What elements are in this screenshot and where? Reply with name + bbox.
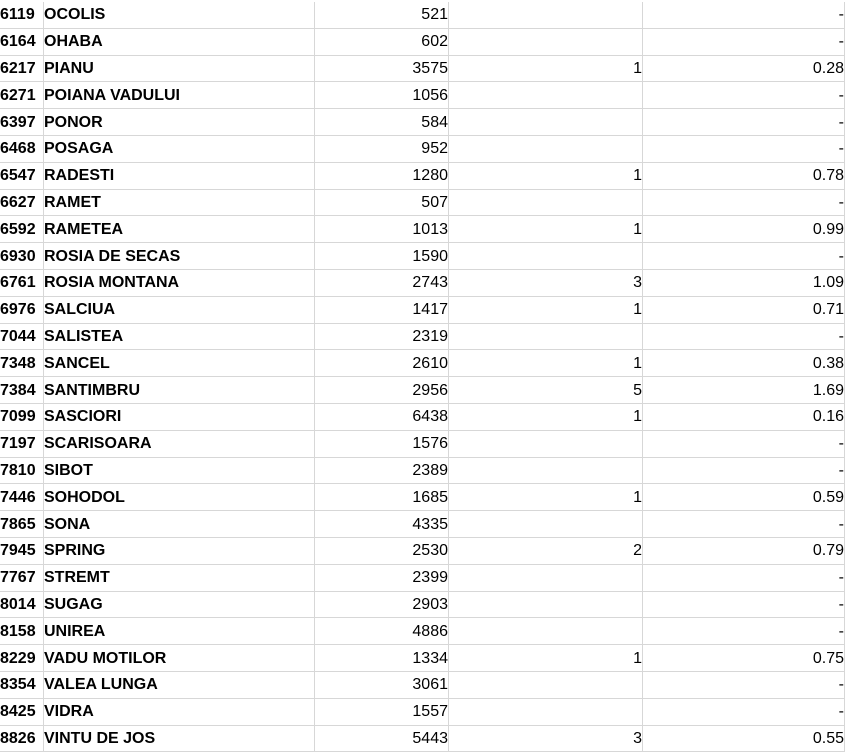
- locality-name-cell[interactable]: SALISTEA: [44, 323, 315, 350]
- cases-cell[interactable]: 3: [449, 269, 643, 296]
- table-row: [0, 591, 845, 618]
- locality-id-cell[interactable]: 7384: [0, 377, 44, 404]
- cases-cell[interactable]: 1: [449, 484, 643, 511]
- cases-cell[interactable]: [449, 109, 643, 136]
- locality-name-cell[interactable]: SONA: [44, 511, 315, 538]
- table-row: [0, 537, 845, 564]
- locality-id-cell[interactable]: 7197: [0, 430, 44, 457]
- population-cell[interactable]: 2389: [315, 457, 449, 484]
- locality-name-cell[interactable]: POSAGA: [44, 135, 315, 162]
- rate-cell[interactable]: 0.79: [643, 537, 845, 564]
- locality-name-cell[interactable]: OCOLIS: [44, 2, 315, 28]
- locality-id-cell[interactable]: 6468: [0, 135, 44, 162]
- locality-name-cell[interactable]: SIBOT: [44, 457, 315, 484]
- table-row: [0, 377, 845, 404]
- cases-cell[interactable]: [449, 135, 643, 162]
- locality-name-cell[interactable]: SALCIUA: [44, 296, 315, 323]
- locality-name-cell[interactable]: VINTU DE JOS: [44, 725, 315, 752]
- rate-cell[interactable]: -: [643, 457, 845, 484]
- rate-cell[interactable]: -: [643, 243, 845, 270]
- population-cell[interactable]: 2743: [315, 269, 449, 296]
- rate-cell[interactable]: -: [643, 564, 845, 591]
- population-cell[interactable]: 5443: [315, 725, 449, 752]
- locality-id-cell[interactable]: 6217: [0, 55, 44, 82]
- rate-cell[interactable]: 0.16: [643, 403, 845, 430]
- locality-name-cell[interactable]: SPRING: [44, 537, 315, 564]
- population-cell[interactable]: 1334: [315, 645, 449, 672]
- locality-name-cell[interactable]: VIDRA: [44, 698, 315, 725]
- locality-id-cell[interactable]: 7044: [0, 323, 44, 350]
- cases-cell[interactable]: [449, 591, 643, 618]
- rate-cell[interactable]: -: [643, 135, 845, 162]
- cases-cell[interactable]: [449, 189, 643, 216]
- locality-name-cell[interactable]: PONOR: [44, 109, 315, 136]
- table-row: [0, 430, 845, 457]
- rate-cell[interactable]: 0.71: [643, 296, 845, 323]
- population-cell[interactable]: 6438: [315, 403, 449, 430]
- locality-name-cell[interactable]: SUGAG: [44, 591, 315, 618]
- table-row: [0, 564, 845, 591]
- cases-cell[interactable]: 1: [449, 645, 643, 672]
- locality-id-cell[interactable]: 8014: [0, 591, 44, 618]
- table-row: [0, 645, 845, 672]
- cases-cell[interactable]: 1: [449, 55, 643, 82]
- cases-cell[interactable]: 1: [449, 296, 643, 323]
- table-row: [0, 457, 845, 484]
- locality-name-cell[interactable]: RAMETEA: [44, 216, 315, 243]
- rate-cell[interactable]: -: [643, 82, 845, 109]
- rate-cell[interactable]: 0.78: [643, 162, 845, 189]
- rate-cell[interactable]: -: [643, 591, 845, 618]
- locality-name-cell[interactable]: SANCEL: [44, 350, 315, 377]
- locality-name-cell[interactable]: STREMT: [44, 564, 315, 591]
- rate-cell[interactable]: 0.59: [643, 484, 845, 511]
- table-row: [0, 269, 845, 296]
- locality-id-cell[interactable]: 7810: [0, 457, 44, 484]
- table-row: [0, 698, 845, 725]
- rate-cell[interactable]: -: [643, 189, 845, 216]
- table-row: [0, 216, 845, 243]
- locality-id-cell[interactable]: 6627: [0, 189, 44, 216]
- rate-cell[interactable]: 0.99: [643, 216, 845, 243]
- locality-id-cell[interactable]: 6271: [0, 82, 44, 109]
- rate-cell[interactable]: -: [643, 109, 845, 136]
- spreadsheet-table: [0, 2, 845, 752]
- locality-id-cell[interactable]: 8354: [0, 671, 44, 698]
- population-cell[interactable]: 1417: [315, 296, 449, 323]
- population-cell[interactable]: 1685: [315, 484, 449, 511]
- rate-cell[interactable]: -: [643, 2, 845, 28]
- cases-cell[interactable]: 1: [449, 216, 643, 243]
- locality-name-cell[interactable]: OHABA: [44, 28, 315, 55]
- locality-name-cell[interactable]: SCARISOARA: [44, 430, 315, 457]
- locality-id-cell[interactable]: 8425: [0, 698, 44, 725]
- table-row: [0, 511, 845, 538]
- cases-cell[interactable]: 1: [449, 350, 643, 377]
- rate-cell[interactable]: 0.38: [643, 350, 845, 377]
- population-cell[interactable]: 507: [315, 189, 449, 216]
- cases-cell[interactable]: [449, 323, 643, 350]
- population-cell[interactable]: 2319: [315, 323, 449, 350]
- table-row: [0, 2, 845, 28]
- locality-name-cell[interactable]: SASCIORI: [44, 403, 315, 430]
- cases-cell[interactable]: [449, 698, 643, 725]
- locality-id-cell[interactable]: 6976: [0, 296, 44, 323]
- table-row: [0, 618, 845, 645]
- population-cell[interactable]: 3061: [315, 671, 449, 698]
- population-cell[interactable]: 2530: [315, 537, 449, 564]
- population-cell[interactable]: 2956: [315, 377, 449, 404]
- table-row: [0, 135, 845, 162]
- cases-cell[interactable]: [449, 28, 643, 55]
- rate-cell[interactable]: -: [643, 430, 845, 457]
- table-row: [0, 296, 845, 323]
- rate-cell[interactable]: -: [643, 28, 845, 55]
- population-cell[interactable]: 2399: [315, 564, 449, 591]
- table-row: [0, 162, 845, 189]
- rate-cell[interactable]: 1.09: [643, 269, 845, 296]
- population-cell[interactable]: 1013: [315, 216, 449, 243]
- population-cell[interactable]: 1280: [315, 162, 449, 189]
- table-row: [0, 28, 845, 55]
- locality-name-cell[interactable]: ROSIA DE SECAS: [44, 243, 315, 270]
- population-cell[interactable]: 2610: [315, 350, 449, 377]
- population-cell[interactable]: 1576: [315, 430, 449, 457]
- population-cell[interactable]: 602: [315, 28, 449, 55]
- locality-id-cell[interactable]: 7767: [0, 564, 44, 591]
- table-row: [0, 725, 845, 752]
- cases-cell[interactable]: 3: [449, 725, 643, 752]
- population-cell[interactable]: 4335: [315, 511, 449, 538]
- table-row: [0, 323, 845, 350]
- locality-name-cell[interactable]: UNIREA: [44, 618, 315, 645]
- cases-cell[interactable]: 5: [449, 377, 643, 404]
- locality-name-cell[interactable]: RADESTI: [44, 162, 315, 189]
- population-cell[interactable]: 1590: [315, 243, 449, 270]
- cases-cell[interactable]: [449, 671, 643, 698]
- cases-cell[interactable]: [449, 564, 643, 591]
- locality-id-cell[interactable]: 6761: [0, 269, 44, 296]
- locality-id-cell[interactable]: 6397: [0, 109, 44, 136]
- table-row: [0, 243, 845, 270]
- population-cell[interactable]: 2903: [315, 591, 449, 618]
- locality-id-cell[interactable]: 7446: [0, 484, 44, 511]
- rate-cell[interactable]: 1.69: [643, 377, 845, 404]
- cases-cell[interactable]: 2: [449, 537, 643, 564]
- cases-cell[interactable]: [449, 82, 643, 109]
- locality-id-cell[interactable]: 8229: [0, 645, 44, 672]
- table-row: [0, 403, 845, 430]
- locality-id-cell[interactable]: 7348: [0, 350, 44, 377]
- locality-name-cell[interactable]: ROSIA MONTANA: [44, 269, 315, 296]
- locality-id-cell[interactable]: 8826: [0, 725, 44, 752]
- locality-name-cell[interactable]: POIANA VADULUI: [44, 82, 315, 109]
- locality-name-cell[interactable]: VADU MOTILOR: [44, 645, 315, 672]
- table-row: [0, 484, 845, 511]
- population-cell[interactable]: 521: [315, 2, 449, 28]
- table-row: [0, 82, 845, 109]
- table-body: [0, 2, 845, 752]
- rate-cell[interactable]: -: [643, 323, 845, 350]
- locality-id-cell[interactable]: 7945: [0, 537, 44, 564]
- table-row: [0, 55, 845, 82]
- population-cell[interactable]: 1056: [315, 82, 449, 109]
- cases-cell[interactable]: [449, 2, 643, 28]
- locality-id-cell[interactable]: 7099: [0, 403, 44, 430]
- table-row: [0, 350, 845, 377]
- locality-name-cell[interactable]: SOHODOL: [44, 484, 315, 511]
- locality-id-cell[interactable]: 7865: [0, 511, 44, 538]
- population-cell[interactable]: 4886: [315, 618, 449, 645]
- locality-name-cell[interactable]: RAMET: [44, 189, 315, 216]
- locality-name-cell[interactable]: VALEA LUNGA: [44, 671, 315, 698]
- table-row: [0, 189, 845, 216]
- locality-id-cell[interactable]: 6547: [0, 162, 44, 189]
- rate-cell[interactable]: -: [643, 671, 845, 698]
- locality-name-cell[interactable]: SANTIMBRU: [44, 377, 315, 404]
- locality-id-cell[interactable]: 8158: [0, 618, 44, 645]
- rate-cell[interactable]: 0.28: [643, 55, 845, 82]
- locality-id-cell[interactable]: 6930: [0, 243, 44, 270]
- population-cell[interactable]: 584: [315, 109, 449, 136]
- cases-cell[interactable]: [449, 457, 643, 484]
- locality-id-cell[interactable]: 6592: [0, 216, 44, 243]
- table-row: [0, 109, 845, 136]
- rate-cell[interactable]: 0.75: [643, 645, 845, 672]
- rate-cell[interactable]: -: [643, 511, 845, 538]
- cases-cell[interactable]: 1: [449, 403, 643, 430]
- locality-name-cell[interactable]: PIANU: [44, 55, 315, 82]
- population-cell[interactable]: 952: [315, 135, 449, 162]
- cases-cell[interactable]: [449, 430, 643, 457]
- table-row: [0, 671, 845, 698]
- population-cell[interactable]: 1557: [315, 698, 449, 725]
- population-cell[interactable]: 3575: [315, 55, 449, 82]
- cases-cell[interactable]: [449, 618, 643, 645]
- rate-cell[interactable]: -: [643, 698, 845, 725]
- rate-cell[interactable]: 0.55: [643, 725, 845, 752]
- rate-cell[interactable]: -: [643, 618, 845, 645]
- locality-id-cell[interactable]: 6164: [0, 28, 44, 55]
- cases-cell[interactable]: 1: [449, 162, 643, 189]
- locality-id-cell[interactable]: 6119: [0, 2, 44, 28]
- cases-cell[interactable]: [449, 511, 643, 538]
- cases-cell[interactable]: [449, 243, 643, 270]
